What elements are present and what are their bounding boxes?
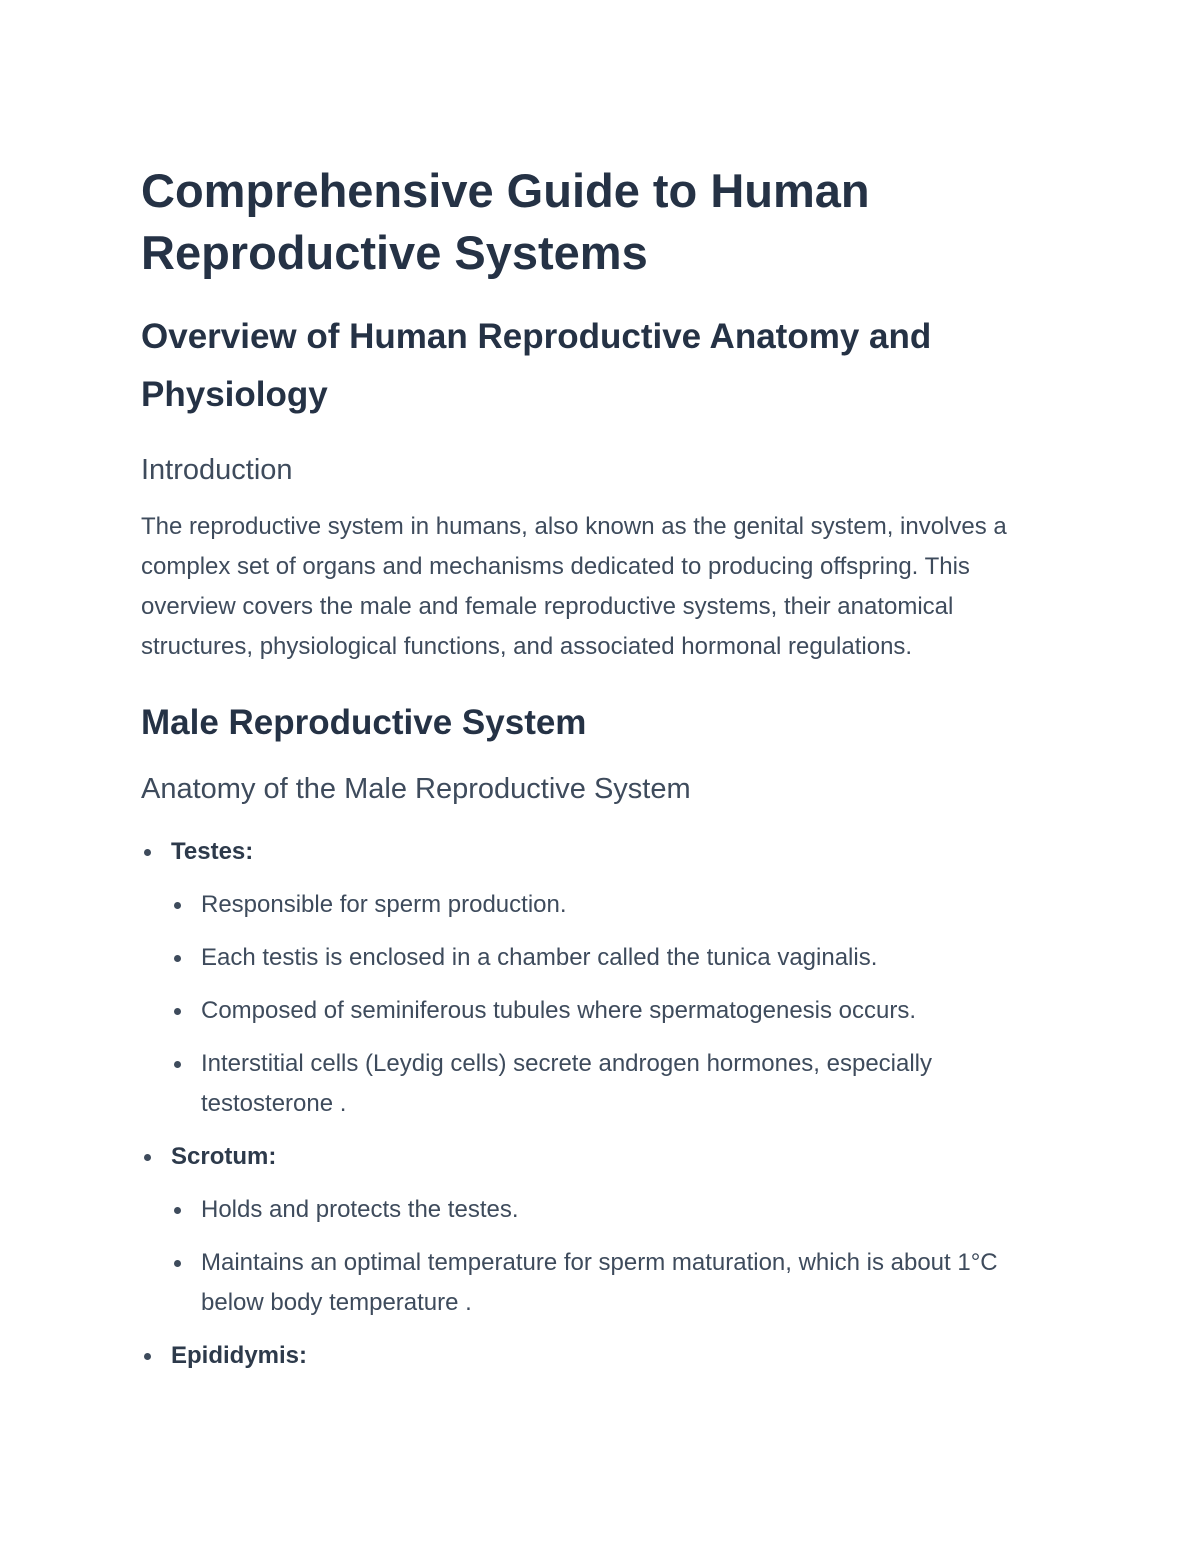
document-page bbox=[141, 160, 1061, 1389]
list-item bbox=[171, 991, 1061, 1031]
list-item bbox=[171, 1190, 1061, 1230]
bullet-icon bbox=[174, 955, 181, 962]
bullet-icon bbox=[174, 1061, 181, 1068]
male-organ-list bbox=[141, 832, 1061, 1376]
document-title: Comprehensive Guide to Human Reproductive Systems bbox=[141, 164, 870, 279]
bullet-icon bbox=[174, 1008, 181, 1015]
introduction-heading: Introduction bbox=[141, 454, 293, 486]
list-item-epididymis bbox=[141, 1336, 1061, 1376]
bullet-icon bbox=[144, 1353, 151, 1360]
point-text: Responsible for sperm production. bbox=[201, 891, 567, 918]
bullet-icon bbox=[174, 902, 181, 909]
point-text: Maintains an optimal temperature for sperm maturation, which is about 1°C below body temperature . bbox=[201, 1249, 998, 1316]
point-text: Holds and protects the testes. bbox=[201, 1196, 519, 1223]
list-item bbox=[171, 1044, 1061, 1124]
bullet-icon bbox=[174, 1207, 181, 1214]
male-anatomy-heading: Anatomy of the Male Reproductive System bbox=[141, 773, 691, 805]
point-text: Each testis is enclosed in a chamber called the tunica vaginalis. bbox=[201, 944, 878, 971]
list-item-testes bbox=[141, 832, 1061, 1124]
item-title: Epididymis: bbox=[171, 1342, 308, 1369]
list-item-scrotum bbox=[141, 1137, 1061, 1323]
list-item bbox=[171, 1243, 1061, 1323]
list-item bbox=[171, 885, 1061, 925]
scrotum-points bbox=[171, 1190, 1061, 1323]
bullet-icon bbox=[174, 1260, 181, 1267]
item-title: Scrotum: bbox=[171, 1143, 277, 1170]
bullet-icon bbox=[144, 1154, 151, 1161]
male-system-heading: Male Reproductive System bbox=[141, 703, 587, 742]
overview-heading: Overview of Human Reproductive Anatomy and Physiology bbox=[141, 317, 932, 414]
item-title: Testes: bbox=[171, 838, 254, 865]
list-item bbox=[171, 938, 1061, 978]
point-text: Interstitial cells (Leydig cells) secrete androgen hormones, especially testosterone . bbox=[201, 1050, 933, 1117]
introduction-paragraph: The reproductive system in humans, also known as the genital system, involves a complex set of organs and mechanisms dedicated to producing offspring. This overview covers the male and female reproductive systems, their anatomical structures, physiological functions, and associated hormonal regulations. bbox=[141, 513, 1007, 660]
testes-points bbox=[171, 885, 1061, 1124]
point-text: Composed of seminiferous tubules where spermatogenesis occurs. bbox=[201, 997, 917, 1024]
bullet-icon bbox=[144, 849, 151, 856]
